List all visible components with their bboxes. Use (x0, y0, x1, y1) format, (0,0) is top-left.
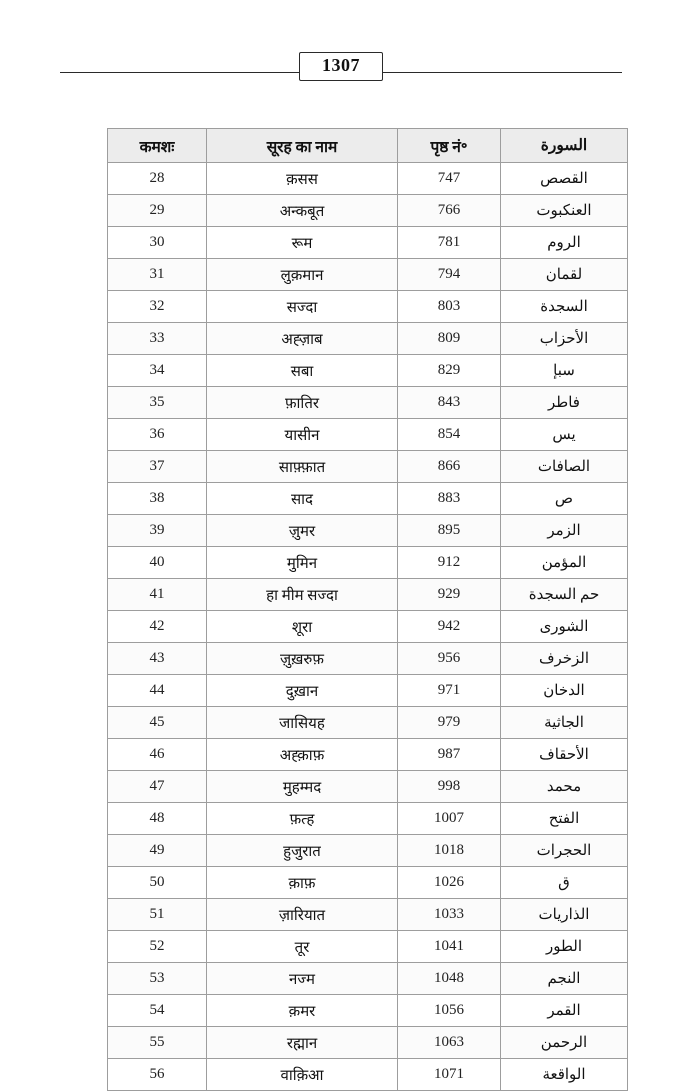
table-row (108, 963, 628, 995)
cell-page-number: 794 (398, 259, 501, 291)
cell-page-number: 843 (398, 387, 501, 419)
cell-arabic-name: الزخرف (501, 643, 628, 675)
cell-page-number: 747 (398, 163, 501, 195)
cell-arabic-name: ق (501, 867, 628, 899)
cell-serial: 44 (108, 675, 207, 707)
cell-surah-name: साफ़्फ़ात (207, 451, 398, 483)
cell-arabic-name: الجاثية (501, 707, 628, 739)
surah-index-table (107, 128, 628, 1091)
page-number: 1307 (299, 52, 383, 81)
cell-serial: 40 (108, 547, 207, 579)
cell-arabic-name: الأحزاب (501, 323, 628, 355)
cell-surah-name: वाक़िआ (207, 1059, 398, 1091)
cell-arabic-name: النجم (501, 963, 628, 995)
cell-page-number: 956 (398, 643, 501, 675)
table-row (108, 867, 628, 899)
table-row (108, 483, 628, 515)
cell-surah-name: मुहम्मद (207, 771, 398, 803)
cell-serial: 28 (108, 163, 207, 195)
cell-serial: 41 (108, 579, 207, 611)
cell-arabic-name: الأحقاف (501, 739, 628, 771)
table-row (108, 739, 628, 771)
cell-surah-name: क़मर (207, 995, 398, 1027)
column-header-serial: कमशः (108, 129, 207, 163)
cell-serial: 30 (108, 227, 207, 259)
cell-serial: 50 (108, 867, 207, 899)
cell-arabic-name: القمر (501, 995, 628, 1027)
table-row (108, 1059, 628, 1091)
surah-index-table-wrapper (107, 128, 600, 1091)
cell-surah-name: यासीन (207, 419, 398, 451)
table-row (108, 387, 628, 419)
cell-serial: 54 (108, 995, 207, 1027)
cell-surah-name: ज़ारियात (207, 899, 398, 931)
table-row (108, 163, 628, 195)
cell-arabic-name: الحجرات (501, 835, 628, 867)
table-row (108, 515, 628, 547)
cell-page-number: 766 (398, 195, 501, 227)
cell-surah-name: ज़ुख़रुफ़ (207, 643, 398, 675)
column-header-page: पृष्ठ नं॰ (398, 129, 501, 163)
cell-page-number: 987 (398, 739, 501, 771)
cell-page-number: 1026 (398, 867, 501, 899)
table-row (108, 1027, 628, 1059)
cell-serial: 38 (108, 483, 207, 515)
table-row (108, 899, 628, 931)
cell-serial: 31 (108, 259, 207, 291)
column-header-arabic: السورة (501, 129, 628, 163)
cell-surah-name: ज़ुमर (207, 515, 398, 547)
cell-page-number: 998 (398, 771, 501, 803)
table-row (108, 995, 628, 1027)
cell-page-number: 979 (398, 707, 501, 739)
cell-serial: 32 (108, 291, 207, 323)
cell-arabic-name: الصافات (501, 451, 628, 483)
cell-surah-name: अन्कबूत (207, 195, 398, 227)
table-row (108, 547, 628, 579)
cell-arabic-name: الواقعة (501, 1059, 628, 1091)
table-row (108, 803, 628, 835)
cell-page-number: 942 (398, 611, 501, 643)
cell-page-number: 1007 (398, 803, 501, 835)
cell-serial: 37 (108, 451, 207, 483)
cell-surah-name: लुक़मान (207, 259, 398, 291)
cell-page-number: 1018 (398, 835, 501, 867)
cell-surah-name: क़सस (207, 163, 398, 195)
table-row (108, 611, 628, 643)
cell-page-number: 829 (398, 355, 501, 387)
cell-serial: 53 (108, 963, 207, 995)
cell-page-number: 929 (398, 579, 501, 611)
table-row (108, 835, 628, 867)
cell-serial: 49 (108, 835, 207, 867)
cell-arabic-name: المؤمن (501, 547, 628, 579)
column-header-name: सूरह का नाम (207, 129, 398, 163)
table-row (108, 451, 628, 483)
cell-surah-name: रह्मान (207, 1027, 398, 1059)
cell-surah-name: नज्म (207, 963, 398, 995)
document-page (0, 44, 682, 1084)
cell-page-number: 1048 (398, 963, 501, 995)
table-row (108, 227, 628, 259)
cell-surah-name: शूरा (207, 611, 398, 643)
cell-page-number: 809 (398, 323, 501, 355)
cell-serial: 56 (108, 1059, 207, 1091)
table-head (108, 129, 628, 163)
cell-page-number: 1071 (398, 1059, 501, 1091)
cell-surah-name: दुख़ान (207, 675, 398, 707)
cell-serial: 47 (108, 771, 207, 803)
table-row (108, 707, 628, 739)
cell-page-number: 866 (398, 451, 501, 483)
cell-serial: 48 (108, 803, 207, 835)
cell-page-number: 883 (398, 483, 501, 515)
table-row (108, 419, 628, 451)
cell-surah-name: क़ाफ़ (207, 867, 398, 899)
cell-serial: 55 (108, 1027, 207, 1059)
cell-surah-name: तूर (207, 931, 398, 963)
cell-serial: 36 (108, 419, 207, 451)
cell-serial: 33 (108, 323, 207, 355)
table-row (108, 643, 628, 675)
table-row (108, 291, 628, 323)
cell-arabic-name: سبإ (501, 355, 628, 387)
cell-serial: 34 (108, 355, 207, 387)
cell-page-number: 803 (398, 291, 501, 323)
table-row (108, 259, 628, 291)
page-header (0, 44, 682, 102)
cell-serial: 51 (108, 899, 207, 931)
cell-surah-name: हुजुरात (207, 835, 398, 867)
cell-arabic-name: الدخان (501, 675, 628, 707)
cell-surah-name: रूम (207, 227, 398, 259)
cell-arabic-name: الذاريات (501, 899, 628, 931)
cell-serial: 45 (108, 707, 207, 739)
cell-page-number: 895 (398, 515, 501, 547)
cell-page-number: 912 (398, 547, 501, 579)
table-row (108, 195, 628, 227)
cell-arabic-name: الزمر (501, 515, 628, 547)
cell-arabic-name: يس (501, 419, 628, 451)
cell-arabic-name: الفتح (501, 803, 628, 835)
cell-arabic-name: ص (501, 483, 628, 515)
cell-page-number: 971 (398, 675, 501, 707)
cell-serial: 35 (108, 387, 207, 419)
cell-serial: 43 (108, 643, 207, 675)
table-row (108, 675, 628, 707)
cell-page-number: 1041 (398, 931, 501, 963)
cell-arabic-name: العنكبوت (501, 195, 628, 227)
cell-surah-name: अह्क़ाफ़ (207, 739, 398, 771)
table-body (108, 163, 628, 1091)
cell-arabic-name: الروم (501, 227, 628, 259)
cell-page-number: 1033 (398, 899, 501, 931)
cell-surah-name: फ़त्ह (207, 803, 398, 835)
table-row (108, 355, 628, 387)
cell-arabic-name: حم السجدة (501, 579, 628, 611)
cell-arabic-name: القصص (501, 163, 628, 195)
cell-arabic-name: السجدة (501, 291, 628, 323)
cell-serial: 52 (108, 931, 207, 963)
table-row (108, 579, 628, 611)
cell-page-number: 854 (398, 419, 501, 451)
cell-serial: 46 (108, 739, 207, 771)
table-row (108, 771, 628, 803)
cell-surah-name: मुमिन (207, 547, 398, 579)
cell-surah-name: हा मीम सज्दा (207, 579, 398, 611)
cell-surah-name: अह्ज़ाब (207, 323, 398, 355)
cell-serial: 39 (108, 515, 207, 547)
cell-page-number: 781 (398, 227, 501, 259)
cell-surah-name: सज्दा (207, 291, 398, 323)
cell-surah-name: साद (207, 483, 398, 515)
cell-page-number: 1063 (398, 1027, 501, 1059)
cell-serial: 29 (108, 195, 207, 227)
table-header-row (108, 129, 628, 163)
cell-surah-name: जासियह (207, 707, 398, 739)
cell-surah-name: फ़ातिर (207, 387, 398, 419)
cell-arabic-name: محمد (501, 771, 628, 803)
cell-surah-name: सबा (207, 355, 398, 387)
cell-arabic-name: الشورى (501, 611, 628, 643)
cell-arabic-name: لقمان (501, 259, 628, 291)
cell-page-number: 1056 (398, 995, 501, 1027)
cell-arabic-name: الرحمن (501, 1027, 628, 1059)
table-row (108, 931, 628, 963)
table-row (108, 323, 628, 355)
cell-arabic-name: فاطر (501, 387, 628, 419)
cell-serial: 42 (108, 611, 207, 643)
cell-arabic-name: الطور (501, 931, 628, 963)
